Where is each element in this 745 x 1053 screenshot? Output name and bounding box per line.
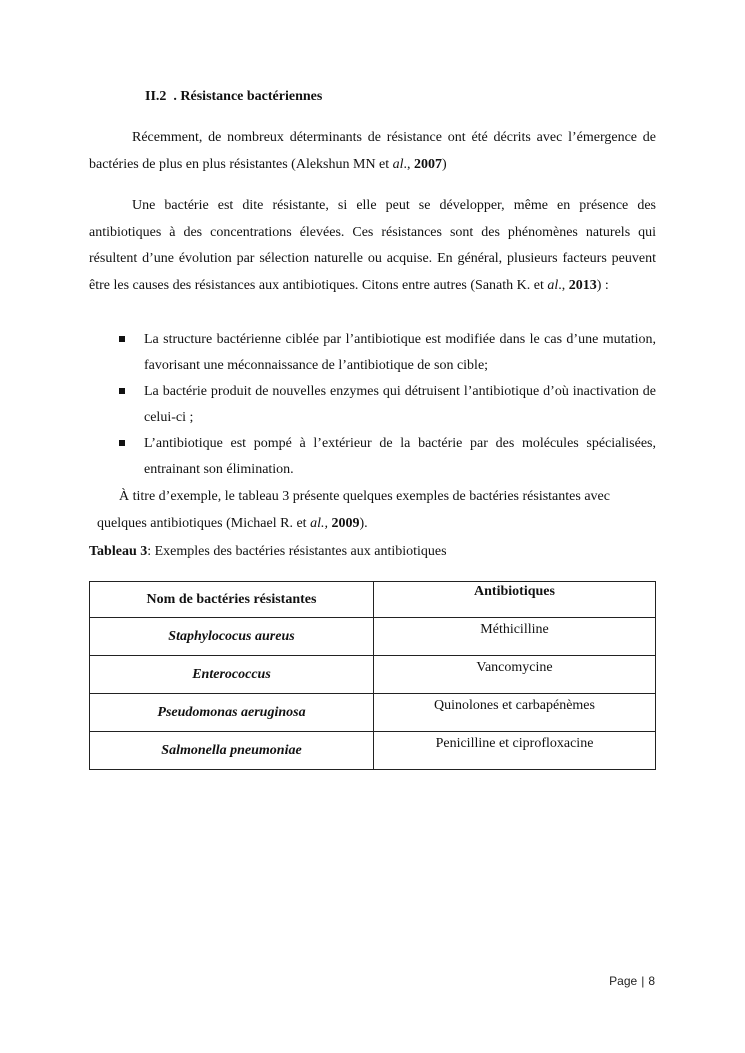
antibiotic-cell: Quinolones et carbapénèmes	[374, 694, 656, 732]
citation-al: al	[392, 156, 404, 172]
table-caption	[89, 544, 447, 560]
header-antibiotics: Antibiotiques	[374, 582, 656, 618]
antibiotic-cell: Penicilline et ciprofloxacine	[374, 732, 656, 770]
antibiotic-cell: Méthicilline	[374, 618, 656, 656]
list-item-text: L’antibiotique est pompé à l’extérieur de la bactérie par des molécules spécialisées, entrainant son élimination.	[144, 436, 656, 477]
citation-end: ) :	[596, 277, 609, 293]
citation-year: 2013	[568, 277, 597, 293]
citation-punct: .,	[403, 156, 415, 172]
section-heading	[145, 89, 322, 105]
table-row	[90, 656, 656, 694]
section-title: . Résistance bactériennes	[173, 89, 323, 104]
section-number: II.2	[145, 89, 167, 104]
page-label: Page	[609, 974, 638, 988]
table-caption-label: Tableau 3	[89, 544, 148, 559]
paragraph-3	[89, 484, 656, 537]
table-row	[90, 694, 656, 732]
citation-punct: .,	[558, 277, 569, 293]
bacteria-table	[89, 581, 656, 770]
table-header-row	[90, 582, 656, 618]
table-row	[90, 618, 656, 656]
header-bacteria: Nom de bactéries résistantes	[90, 582, 374, 618]
square-bullet-icon	[119, 440, 125, 446]
bacteria-cell: Enterococcus	[90, 656, 374, 694]
citation-end: ).	[359, 515, 368, 531]
table-caption-text: : Exemples des bactéries résistantes aux antibiotiques	[147, 544, 447, 559]
square-bullet-icon	[119, 388, 125, 394]
paragraph-3-line-1: À titre d’exemple, le tableau 3 présente quelques exemples de bactéries résistantes avec	[119, 489, 610, 504]
bacteria-cell: Salmonella pneumoniae	[90, 732, 374, 770]
paragraph-2	[89, 193, 656, 299]
list-item	[119, 431, 656, 483]
paragraph-3-line-2	[97, 511, 656, 538]
square-bullet-icon	[119, 336, 125, 342]
paragraph-3-text: quelques antibiotiques (Michael R. et	[97, 515, 311, 531]
citation-end: )	[442, 156, 447, 172]
paragraph-1-text: Récemment, de nombreux déterminants de résistance ont été décrits avec l’émergence de bactéries de plus en plus résistantes (Alekshun MN et	[89, 130, 656, 172]
list-item-text: La bactérie produit de nouvelles enzymes qui détruisent l’antibiotique d’où inactivation de celui-ci ;	[144, 384, 656, 425]
citation-al: al.,	[310, 515, 328, 531]
page-separator: |	[641, 974, 645, 988]
citation-al: al	[547, 277, 559, 293]
paragraph-1	[89, 125, 656, 178]
list-item	[119, 379, 656, 431]
citation-year: 2009	[331, 515, 360, 531]
bullet-list	[119, 327, 656, 483]
list-item-text: La structure bactérienne ciblée par l’antibiotique est modifiée dans le cas d’une mutation, favorisant une méconnaissance de l’antibiotique de son cible;	[144, 332, 656, 373]
bacteria-cell: Pseudomonas aeruginosa	[90, 694, 374, 732]
citation-year: 2007	[414, 156, 443, 172]
page-number: 8	[648, 974, 655, 988]
paragraph-2-text: Une bactérie est dite résistante, si elle peut se développer, même en présence des antibiotiques à des concentrations élevées. Ces résistances sont des phénomènes naturels qui résultent d’une évolution par sélection naturelle ou acquise. En général, plusieurs facteurs peuvent être les causes des résistances aux antibiotiques. Citons entre autres (Sanath K. et	[89, 198, 656, 293]
table-row	[90, 732, 656, 770]
antibiotic-cell: Vancomycine	[374, 656, 656, 694]
page-footer	[609, 974, 655, 988]
bacteria-cell: Staphylococus aureus	[90, 618, 374, 656]
list-item	[119, 327, 656, 379]
